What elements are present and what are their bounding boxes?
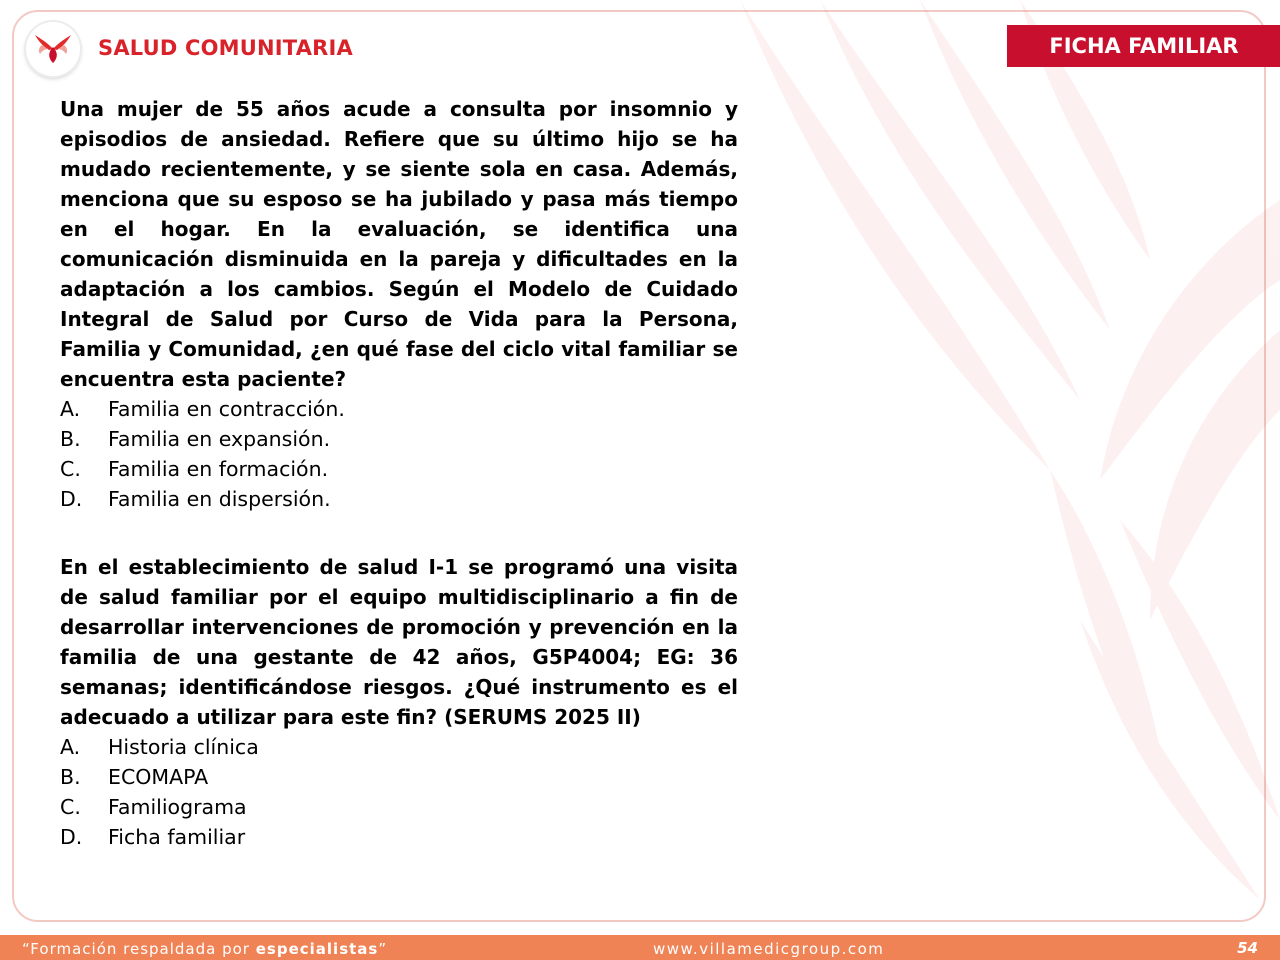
option-b — [60, 424, 738, 454]
footer-url: www.villamedicgroup.com — [653, 940, 885, 958]
question-2-options — [60, 732, 738, 852]
footer-slogan — [22, 940, 387, 958]
slogan-emphasis: especialistas — [255, 940, 379, 958]
option-a — [60, 394, 738, 424]
option-letter: B. — [60, 765, 81, 789]
slogan-text: “Formación respaldada por — [22, 940, 256, 958]
option-text: Familia en expansión. — [108, 427, 331, 451]
page-number: 54 — [1237, 939, 1258, 957]
phoenix-icon — [34, 33, 72, 65]
option-letter: C. — [60, 457, 81, 481]
option-text: Familiograma — [108, 795, 247, 819]
option-text: Historia clínica — [108, 735, 259, 759]
option-letter: A. — [60, 397, 81, 421]
footer-bar — [0, 935, 1280, 960]
option-c — [60, 792, 738, 822]
option-text: Familia en dispersión. — [108, 487, 331, 511]
option-d — [60, 822, 738, 852]
question-2-stem: En el establecimiento de salud I-1 se programó una visita de salud familiar por el equipo multidisciplinario a fin de desarrollar intervenciones de promoción y prevención en la familia de una gestante de 42 años, G5P4004; EG: 36 semanas; identificándose riesgos. ¿Qué instrumento es el adecuado a utilizar para este fin? (SERUMS 2025 II) — [60, 555, 738, 729]
option-text: ECOMAPA — [108, 765, 209, 789]
question-1-stem: Una mujer de 55 años acude a consulta por insomnio y episodios de ansiedad. Refiere que su último hijo se ha mudado recientemente, y se siente sola en casa. Además, menciona que su esposo se ha jubilado y pasa más tiempo en el hogar. En la evaluación, se identifica una comunicación disminuida en la pareja y dificultades en la adaptación a los cambios. Según el Modelo de Cuidado Integral de Salud por Curso de Vida para la Persona, Familia y Comunidad, ¿en qué fase del ciclo vital familiar se encuentra esta paciente? — [60, 97, 738, 391]
option-text: Familia en formación. — [108, 457, 329, 481]
option-d — [60, 484, 738, 514]
question-1-options — [60, 394, 738, 514]
logo — [26, 22, 80, 76]
option-a — [60, 732, 738, 762]
option-text: Ficha familiar — [108, 825, 246, 849]
phoenix-watermark-icon — [720, 0, 1280, 930]
option-c — [60, 454, 738, 484]
brand-title: SALUD COMUNITARIA — [98, 36, 353, 60]
question-1 — [60, 94, 738, 514]
slogan-close: ” — [378, 940, 388, 958]
option-letter: B. — [60, 427, 81, 451]
option-letter: D. — [60, 825, 83, 849]
option-text: Familia en contracción. — [108, 397, 345, 421]
questions-area — [60, 94, 738, 852]
option-letter: D. — [60, 487, 83, 511]
option-letter: C. — [60, 795, 81, 819]
option-b — [60, 762, 738, 792]
question-2 — [60, 552, 738, 852]
option-letter: A. — [60, 735, 81, 759]
section-badge: FICHA FAMILIAR — [1007, 25, 1280, 67]
